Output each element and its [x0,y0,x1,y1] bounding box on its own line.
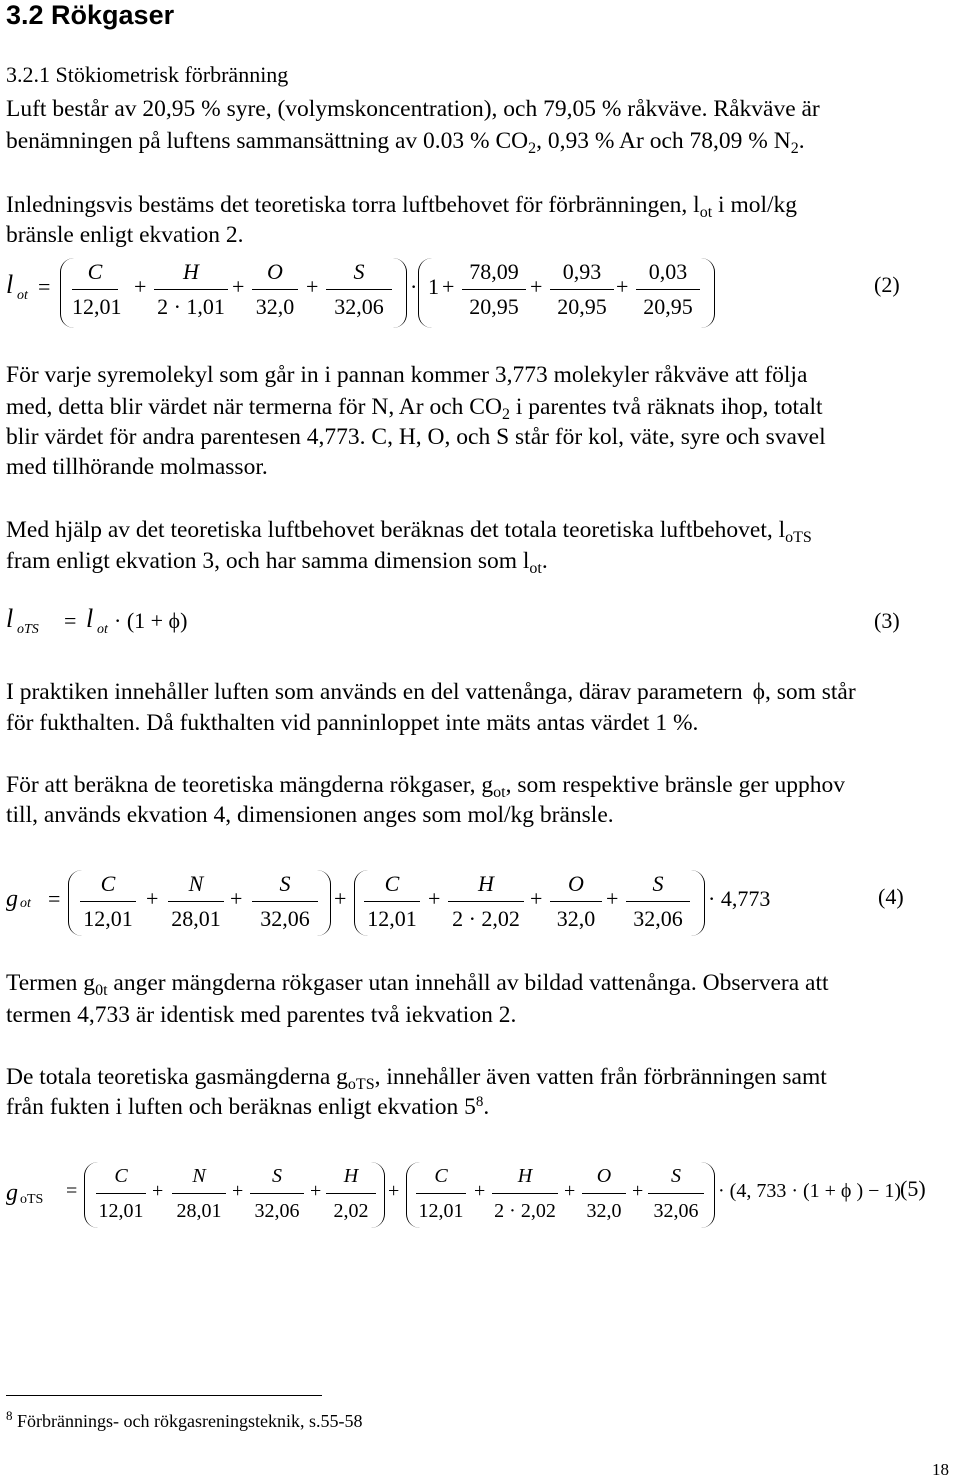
p5-line1: I praktiken innehåller luften som används en del vattenånga, därav parametern ϕ, som står [6,679,856,705]
p3-line1: För varje syremolekyl som går in i pannan kommer 3,773 molekyler råkväve att följa [6,362,808,388]
equation-3-number: (3) [874,608,900,633]
p4-line2: fram enligt ekvation 3, och har samma dimension som $l_{ot}$. [6,548,548,577]
p6-line1: För att beräkna de teoretiska mängderna rökgaser, $g_{ot}$, som respektive bränsle ger upphov [6,772,845,801]
p3-line4: med tillhörande molmassor. [6,454,268,480]
p8-line2: från fukten i luften och beräknas enligt ekvation $5^8$. [6,1094,490,1120]
p7-line1: Termen $g_{0t}$ anger mängderna rökgaser utan innehåll av bildad vattenånga. Observera att [6,970,829,999]
p3-line2: med, detta blir värdet när termerna för N, Ar och $CO_2$ i parentes två räknats ihop, totalt [6,394,823,423]
equation-4-number: (4) [878,884,904,909]
p8-line1: De totala teoretiska gasmängderna $g_{oTS}$, innehåller även vatten från förbränningen samt [6,1064,827,1093]
equation-2: l ot = C 12,01 + H 2 · 1,01 + O 32,0 + S 32,06 · 1 + 78,09 20,95 + 0,93 20,95 + 0,03 20,95 (2) [0,256,960,336]
p2-line1: Inledningsvis bestäms det teoretiska torra luftbehovet för förbränningen, $l_{ot}$ i mol/kg [6,192,798,221]
equation-2-number: (2) [874,272,900,297]
footnote-rule [6,1395,322,1396]
section-heading: 3.2 Rökgaser [6,0,175,30]
footnote: $^8$ Förbrännings- och rökgasreningsteknik, s.55-58 [6,1408,363,1431]
equation-5: g oTS = C 12,01 + N 28,01 + S 32,06 + H 2,02 + C 12,01 + H 2 · 2,02 + O 32,0 + S 32,06 · (4, 733 · (1 + ϕ ) − 1) (5) [0,1160,960,1234]
page-number: 18 [932,1460,949,1479]
equation-4: g ot = C 12,01 + N 28,01 + S 32,06 + C 12,01 + H 2 · 2,02 + O 32,0 + S 32,06 · 4,773 (4) [0,868,960,942]
p7-line2: termen 4,733 är identisk med parentes två iekvation 2. [6,1002,517,1028]
p1-line2: benämningen på luftens sammansättning av 0.03 % $CO_2$, 0,93 % Ar och 78,09 % $N_2$. [6,128,805,157]
equation-5-number: (5) [900,1176,926,1201]
p4-line1: Med hjälp av det teoretiska luftbehovet beräknas det totala teoretiska luftbehovet, $l_{oTS}$ [6,517,812,546]
p1-line1: Luft består av 20,95 % syre, (volymskoncentration), och 79,05 % råkväve. Råkväve är [6,96,820,122]
p3-line3: blir värdet för andra parentesen 4,773. C, H, O, och S står för kol, väte, syre och svavel [6,424,826,450]
equation-3: l oTS = l ot · (1 + ϕ) (3) [6,604,900,637]
p6-line2: till, används ekvation 4, dimensionen anges som mol/kg bränsle. [6,802,614,828]
subsection-heading: 3.2.1 Stökiometrisk förbränning [6,62,289,87]
p2-line2: bränsle enligt ekvation 2. [6,222,244,248]
p5-line2: för fukthalten. Då fukthalten vid panninloppet inte mäts antas värdet 1 %. [6,710,699,736]
